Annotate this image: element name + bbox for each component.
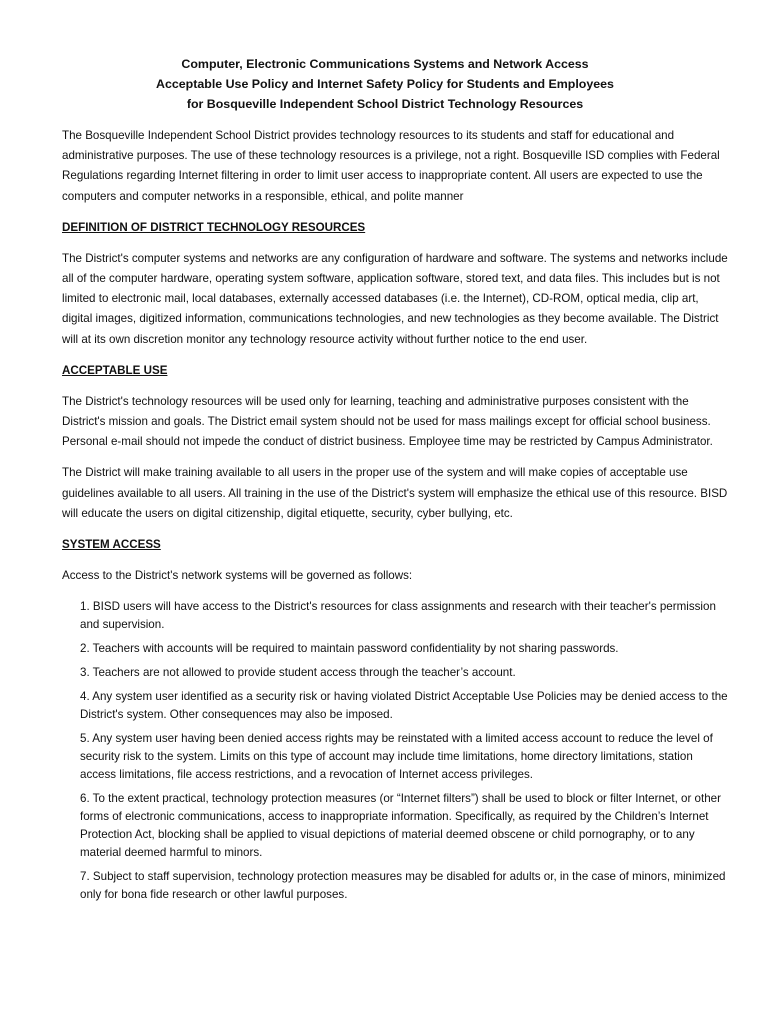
title-line-1: Computer, Electronic Communications Systems and Network Access [181, 57, 589, 71]
system-access-intro: Access to the District's network systems will be governed as follows: [62, 569, 413, 583]
list-item: 2. Teachers with accounts will be required to maintain password confidentiality by not sharing passwords. [80, 642, 619, 656]
system-access-list [62, 598, 730, 904]
list-item: 3. Teachers are not allowed to provide student access through the teacher’s account. [80, 666, 516, 680]
list-item: 5. Any system user having been denied access rights may be reinstated with a limited access account to reduce the level of security risk to the system. Limits on this type of account may include time limitations, home directory limitations, station access limitations, file access restrictions, and a revocation of Internet access privileges. [80, 732, 713, 782]
definition-paragraph: The District's computer systems and networks are any configuration of hardware and software. The systems and networks include all of the computer hardware, operating system software, application software, stored text, and data files. This includes but is not limited to electronic mail, local databases, externally accessed databases (i.e. the Internet), CD-ROM, optical media, clip art, digital images, digitized information, communications technologies, and new technologies as they become available. The District will at its own discretion monitor any technology resource activity without further notice to the end user. [62, 251, 728, 346]
title-line-3: for Bosqueville Independent School District Technology Resources [186, 97, 584, 111]
list-item: 6. To the extent practical, technology protection measures (or “Internet filters”) shall be used to block or filter Internet, or other forms of electronic communications, access to inappropriate information. Specifically, as required by the Children’s Internet Protection Act, blocking shall be applied to visual depictions of material deemed obscene or child pornography, or to any material deemed harmful to minors. [80, 792, 721, 860]
definition-heading: DEFINITION OF DISTRICT TECHNOLOGY RESOURCES [62, 220, 366, 234]
list-item: 7. Subject to staff supervision, technology protection measures may be disabled for adults or, in the case of minors, minimized only for bona fide research or other lawful purposes. [80, 870, 726, 902]
list-item: 4. Any system user identified as a security risk or having violated District Acceptable Use Policies may be denied access to the District's system. Other consequences may also be imposed. [80, 690, 728, 722]
acceptable-use-paragraph-2: The District will make training available to all users in the proper use of the system and will make copies of acceptable use guidelines available to all users. All training in the use of the District's system will emphasize the ethical use of this resource. BISD will educate the users on digital citizenship, digital etiquette, security, cyber bullying, etc. [62, 466, 728, 520]
acceptable-use-heading: ACCEPTABLE USE [62, 363, 168, 377]
title-line-2: Acceptable Use Policy and Internet Safety Policy for Students and Employees [156, 77, 614, 91]
acceptable-use-paragraph-1: The District's technology resources will be used only for learning, teaching and administrative purposes consistent with the District's mission and goals. The District email system should not be used for mass mailings except for official school business. Personal e-mail should not impede the conduct of district business. Employee time may be restricted by Campus Administrator. [62, 394, 713, 449]
intro-paragraph: The Bosqueville Independent School District provides technology resources to its students and staff for educational and administrative purposes. The use of these technology resources is a privilege, not a right. Bosqueville ISD complies with Federal Regulations regarding Internet filtering in order to limit user access to inappropriate content. All users are expected to use the computers and computer networks in a responsible, ethical, and polite manner [62, 129, 720, 203]
list-item: 1. BISD users will have access to the District's resources for class assignments and research with their teacher's permission and supervision. [80, 600, 716, 632]
document-title [62, 54, 730, 114]
system-access-heading: SYSTEM ACCESS [62, 538, 161, 552]
